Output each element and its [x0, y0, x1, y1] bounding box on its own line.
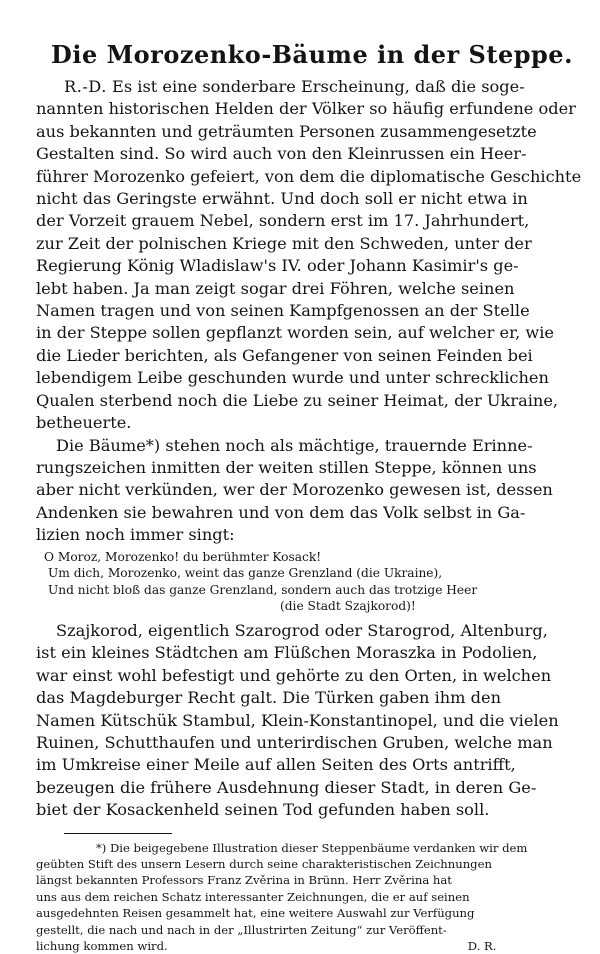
text-line: bezeugen die frühere Ausdehnung dieser Stadt, in deren Ge-: [36, 777, 537, 797]
text-line: Namen tragen und von seinen Kampfgenossen an der Stelle: [36, 301, 530, 321]
footnote-line: ausgedehnten Reisen gesammelt hat, eine weitere Auswahl zur Verfügung: [36, 906, 475, 921]
text-line: lebt haben. Ja man zeigt sogar drei Föhren, welche seinen: [36, 278, 515, 298]
paragraph-3: [36, 620, 588, 822]
text-line: biet der Kosackenheld seinen Tod gefunden haben soll.: [36, 800, 490, 820]
text-line: war einst wohl befestigt und gehörte zu den Orten, in welchen: [36, 665, 552, 685]
text-line: Andenken sie bewahren und von dem das Volk selbst in Ga-: [36, 502, 526, 522]
footnote: [36, 840, 588, 954]
text-line: R.-D. Es ist eine sonderbare Erscheinung, daß die soge-: [64, 77, 525, 96]
text-line: nicht das Geringste erwähnt. Und doch soll er nicht etwa in: [36, 189, 528, 209]
footnote-signature: D. R.: [467, 939, 497, 953]
text-line: betheuerte.: [36, 413, 132, 433]
text-line: der Vorzeit grauem Nebel, sondern erst im 17. Jahrhundert,: [36, 211, 530, 231]
text-line: lizien noch immer singt:: [36, 525, 235, 545]
verse-line: Und nicht bloß das ganze Grenzland, sondern auch das trotzige Heer: [48, 582, 478, 597]
text-line: Die Bäume*) stehen noch als mächtige, trauernde Erinne-: [56, 435, 533, 455]
text-line: Namen Kütschük Stambul, Klein-Konstantinopel, und die vielen: [36, 710, 559, 730]
author-initials: R.-D.: [64, 77, 107, 96]
footnote-last-line: lichung kommen wird. D. R.: [36, 939, 497, 953]
text-line: im Umkreise einer Meile auf allen Seiten des Orts antrifft,: [36, 755, 516, 775]
text-line: Szajkorod, eigentlich Szarogrod oder Starogrod, Altenburg,: [56, 620, 548, 640]
text-line: in der Steppe sollen gepflanzt worden sein, auf welcher er, wie: [36, 323, 554, 343]
footnote-divider: [64, 833, 172, 834]
verse-line: Um dich, Morozenko, weint das ganze Grenzland (die Ukraine),: [48, 566, 443, 581]
text-line: rungszeichen inmitten der weiten stillen Steppe, können uns: [36, 457, 537, 477]
verse-line: O Moroz, Morozenko! du berühmter Kosack!: [44, 549, 322, 564]
text-line: nannten historischen Helden der Völker so häufig erfundene oder: [36, 99, 576, 119]
text-line: Gestalten sind. So wird auch von den Kleinrussen ein Heer-: [36, 144, 527, 164]
text-line: die Lieder berichten, als Gefangener von seinen Feinden bei: [36, 345, 533, 365]
text-line: Regierung König Wladislaw's IV. oder Johann Kasimir's ge-: [36, 256, 519, 276]
footnote-line: längst bekannten Professors Franz Zvěrina in Brünn. Herr Zvěrina hat: [36, 873, 452, 888]
paragraph-1: [36, 76, 588, 435]
text-line: Qualen sterbend noch die Liebe zu seiner Heimat, der Ukraine,: [36, 390, 559, 410]
text-line: das Magdeburger Recht galt. Die Türken gaben ihm den: [36, 688, 502, 708]
text-line: Ruinen, Schutthaufen und unterirdischen Gruben, welche man: [36, 732, 553, 752]
footnote-line: *) Die beigegebene Illustration dieser Steppenbäume verdanken wir dem: [96, 840, 528, 855]
verse-line: (die Stadt Szajkorod)!: [280, 599, 416, 614]
text-line: lebendigem Leibe geschunden wurde und unter schrecklichen: [36, 368, 549, 388]
footnote-line: uns aus dem reichen Schatz interessanter Zeichnungen, die er auf seinen: [36, 889, 470, 904]
text-line: zur Zeit der polnischen Kriege mit den Schweden, unter der: [36, 233, 532, 253]
paragraph-2: [36, 435, 588, 547]
text-line: aber nicht verkünden, wer der Morozenko gewesen ist, dessen: [36, 480, 553, 500]
poem-verse: [36, 549, 588, 615]
text-line: führer Morozenko gefeiert, von dem die diplomatische Geschichte: [36, 166, 582, 186]
article-title: Die Morozenko-Bäume in der Steppe.: [51, 40, 573, 69]
text-line: ist ein kleines Städtchen am Flüßchen Moraszka in Podolien,: [36, 643, 538, 663]
footnote-line: geübten Stift des unsern Lesern durch seine charakteristischen Zeichnungen: [36, 856, 492, 871]
footnote-line: gestellt, die nach und nach in der „Illustrirten Zeitung“ zur Veröffent-: [36, 922, 447, 937]
text-line: aus bekannten und geträumten Personen zusammengesetzte: [36, 121, 537, 141]
